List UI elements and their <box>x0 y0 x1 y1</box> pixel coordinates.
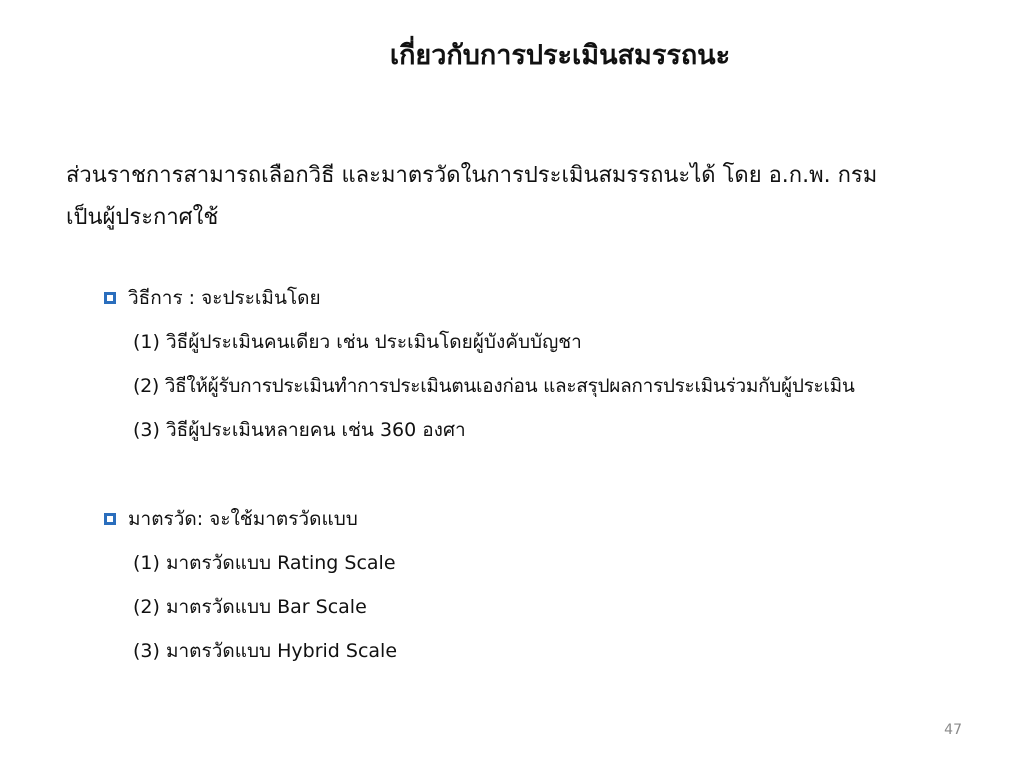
list-item: (3) มาตรวัดแบบ Hybrid Scale <box>133 640 398 662</box>
scales-section <box>104 497 1004 673</box>
bullet-methods <box>104 276 1004 320</box>
intro-line: ส่วนราชการสามารถเลือกวิธี และมาตรวัดในการประเมินสมรรถนะได้ โดย อ.ก.พ. กรม <box>66 163 878 188</box>
methods-section <box>104 276 1004 452</box>
intro-paragraph <box>66 155 996 239</box>
bullet-scales <box>104 497 1004 541</box>
page-number: 47 <box>944 722 962 738</box>
intro-line: เป็นผู้ประกาศใช้ <box>66 205 219 230</box>
list-item: (1) มาตรวัดแบบ Rating Scale <box>133 552 396 574</box>
list-item: (1) วิธีผู้ประเมินคนเดียว เช่น ประเมินโดยผู้บังคับบัญชา <box>133 331 582 353</box>
slide-title: เกี่ยวกับการประเมินสมรรถนะ <box>389 40 731 71</box>
square-bullet-icon <box>104 513 116 525</box>
list-item: (2) มาตรวัดแบบ Bar Scale <box>133 596 367 618</box>
square-bullet-icon <box>104 292 116 304</box>
list-item: (3) วิธีผู้ประเมินหลายคน เช่น 360 องศา <box>133 419 466 441</box>
list-item: (2) วิธีให้ผู้รับการประเมินทำการประเมินตนเองก่อน และสรุปผลการประเมินร่วมกับผู้ประเมิน <box>133 375 855 397</box>
bullet-heading: วิธีการ : จะประเมินโดย <box>128 287 321 309</box>
bullet-heading: มาตรวัด: จะใช้มาตรวัดแบบ <box>128 508 358 530</box>
